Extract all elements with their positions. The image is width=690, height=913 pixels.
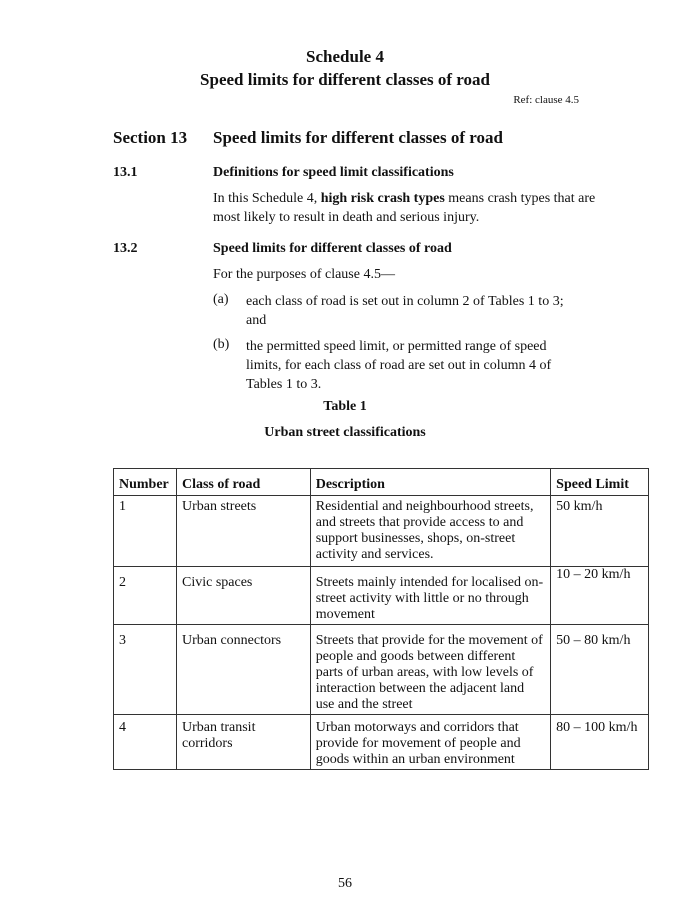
- row-speed-limit: 10 – 20 km/h: [551, 567, 649, 625]
- clause-13-2-title: Speed limits for different classes of road: [213, 241, 452, 256]
- schedule-ref: Ref: clause 4.5: [513, 94, 579, 106]
- section-title: Speed limits for different classes of road: [213, 128, 503, 147]
- header-class-of-road: Class of road: [176, 469, 310, 496]
- row-number: 4: [114, 715, 177, 770]
- definition-text-before: In this Schedule 4,: [213, 191, 321, 206]
- header-speed-limit: Speed Limit: [551, 469, 649, 496]
- table-caption: Urban street classifications: [264, 425, 426, 440]
- row-speed-limit: 80 – 100 km/h: [551, 715, 649, 770]
- clause-13-1-number: 13.1: [113, 165, 138, 180]
- table-row: [114, 715, 649, 770]
- row-description: Urban motorways and corridors that provide for movement of people and goods within an urban environment: [310, 715, 550, 770]
- row-description: Residential and neighbourhood streets, and streets that provide access to and support businesses, shops, on-street activity and services.: [310, 496, 550, 567]
- section-number: Section 13: [113, 128, 188, 147]
- row-speed-limit: 50 km/h: [551, 496, 649, 567]
- item-b-text: the permitted speed limit, or permitted range of speed limits, for each class of road are set out in column 4 of Tables 1 to 3.: [246, 339, 552, 392]
- row-number: 3: [114, 625, 177, 715]
- row-speed-limit: 50 – 80 km/h: [551, 625, 649, 715]
- table-row: [114, 567, 649, 625]
- item-b-label: (b): [213, 337, 230, 352]
- row-class: Civic spaces: [176, 567, 310, 625]
- clause-13-1-definition: [213, 189, 603, 227]
- schedule-title: Speed limits for different classes of road: [200, 70, 490, 89]
- clause-13-2-number: 13.2: [113, 241, 138, 256]
- row-description: Streets mainly intended for localised on-street activity with little or no through movement: [310, 567, 550, 625]
- clause-13-1-title: Definitions for speed limit classifications: [213, 165, 454, 180]
- table-row: [114, 496, 649, 567]
- row-number: 1: [114, 496, 177, 567]
- table-header-row: [114, 469, 649, 496]
- header-description: Description: [310, 469, 550, 496]
- urban-street-classifications-table: [113, 468, 649, 770]
- row-number: 2: [114, 567, 177, 625]
- clause-13-2-intro: For the purposes of clause 4.5—: [213, 267, 395, 282]
- item-a-text: each class of road is set out in column 2 of Tables 1 to 3; and: [246, 294, 564, 328]
- row-description: Streets that provide for the movement of people and goods between different parts of urban areas, with low levels of interaction between the adjacent land use and the street: [310, 625, 550, 715]
- definition-text-after: means crash types that are most likely to result in death and serious injury.: [213, 191, 596, 225]
- schedule-heading: Schedule 4: [306, 47, 384, 66]
- page-number: 56: [338, 876, 352, 891]
- item-a-label: (a): [213, 292, 229, 307]
- table-label: Table 1: [323, 399, 367, 414]
- table-row: [114, 625, 649, 715]
- row-class: Urban connectors: [176, 625, 310, 715]
- row-class: Urban transit corridors: [176, 715, 310, 770]
- header-number: Number: [114, 469, 177, 496]
- row-class: Urban streets: [176, 496, 310, 567]
- defined-term: high risk crash types: [320, 191, 445, 206]
